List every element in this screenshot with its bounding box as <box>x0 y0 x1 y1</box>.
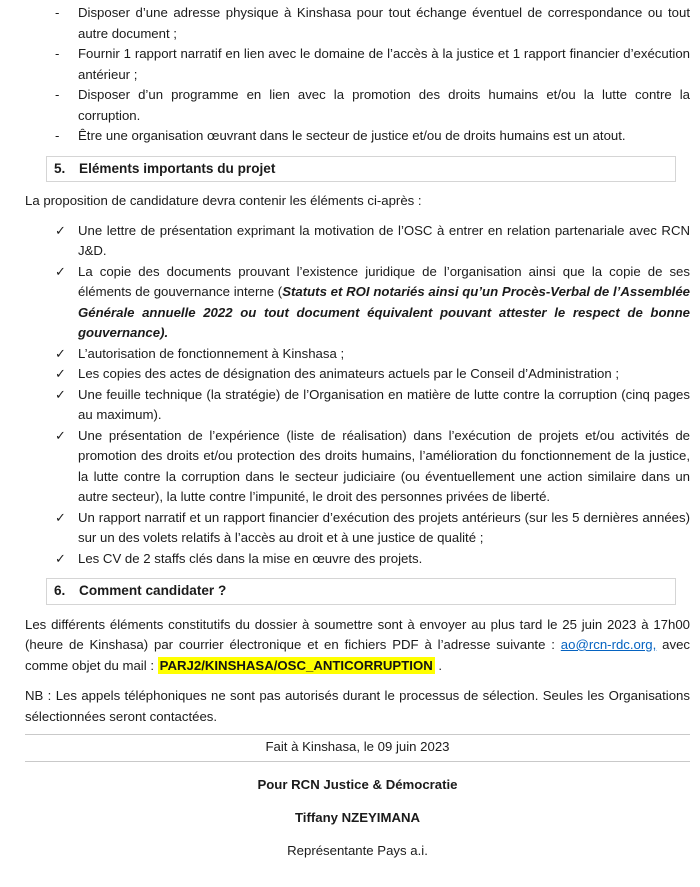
check-icon: ✓ <box>55 345 67 361</box>
check-icon: ✓ <box>55 427 67 443</box>
section-number: 6. <box>54 583 66 598</box>
submission-text: Les différents éléments constitutifs du dossier à soumettre sont à envoyer au plus tard le 25 juin 2023 à 17h00 (heure de Kinshasa) par courrier électronique et en fichiers PDF à l’adresse suivante : <box>25 616 690 652</box>
nb-paragraph: NB : Les appels téléphoniques ne sont pas autorisés durant le processus de sélection. Seules les Organisations sélectionnées seront contactées. <box>25 688 690 724</box>
checklist-item-text: Une feuille technique (la stratégie) de l’Organisation en matière de lutte contre la corruption (cinq pages au maximum). <box>78 386 690 422</box>
dash-bullet-icon: - <box>55 5 60 20</box>
dash-bullet-icon: - <box>55 46 60 61</box>
bullet-item <box>25 126 690 147</box>
checklist-item-text: Les copies des actes de désignation des animateurs actuels par le Conseil d’Administration ; <box>78 366 619 381</box>
signature-name-line: Tiffany NZEYIMANA <box>294 810 421 825</box>
section-5-lead: La proposition de candidature devra contenir les éléments ci-après : <box>25 193 422 208</box>
check-icon: ✓ <box>55 222 67 238</box>
submission-text: avec comme objet du mail : <box>25 637 690 673</box>
checklist <box>25 221 690 570</box>
checklist-item-text-plain: La copie des documents prouvant l’existence juridique de l’organisation ainsi que la copie de ses éléments de gouvernance interne ( <box>78 263 690 299</box>
signature-date-line: Fait à Kinshasa, le 09 juin 2023 <box>25 734 690 762</box>
dash-bullet-icon: - <box>55 87 60 102</box>
checklist-item-text: Un rapport narratif et un rapport financier d’exécution des projets antérieurs (sur les 5 dernières années) sur un des volets relatifs à l’accès au droit et à une justice de qualité ; <box>78 509 690 545</box>
signature-org-line: Pour RCN Justice & Démocratie <box>257 776 458 792</box>
section-title: Eléments importants du projet <box>79 160 276 176</box>
submission-paragraph <box>25 615 690 677</box>
checklist-item <box>25 221 690 262</box>
checklist-item-text <box>78 262 690 344</box>
checklist-item <box>25 364 690 385</box>
section-title: Comment candidater ? <box>79 583 227 598</box>
check-icon: ✓ <box>55 509 67 525</box>
check-icon: ✓ <box>55 263 67 279</box>
checklist-item <box>25 262 690 344</box>
checklist-item-text-emphasis: Statuts et ROI notariés ainsi qu’un Procès-Verbal de l’Assemblée Générale annuelle 2022 ou tout document équivalent pouvant attester le respect de bonne gouvernance). <box>78 284 690 340</box>
bullet-item <box>25 3 690 44</box>
mail-subject-highlight: PARJ2/KINSHASA/OSC_ANTICORRUPTION <box>159 657 433 673</box>
checklist-item <box>25 344 690 365</box>
section-number: 5. <box>54 160 66 176</box>
checklist-item <box>25 508 690 549</box>
email-link[interactable]: ao@rcn-rdc.org, <box>560 637 657 652</box>
dash-bullet-icon: - <box>55 128 60 143</box>
bullet-item-text: Être une organisation œuvrant dans le secteur de justice et/ou de droits humains est un atout. <box>78 128 626 143</box>
bullet-item-text: Disposer d’une adresse physique à Kinshasa pour tout échange éventuel de correspondance ou tout autre document ; <box>78 5 690 41</box>
intro-bullet-list <box>25 3 690 147</box>
check-icon: ✓ <box>55 366 67 381</box>
checklist-item <box>25 426 690 508</box>
check-icon: ✓ <box>55 386 67 402</box>
section-6-heading <box>46 578 676 605</box>
section-5-heading <box>46 156 676 183</box>
signature-title-line: Représentante Pays a.i. <box>287 842 428 858</box>
bullet-item <box>25 44 690 85</box>
checklist-item-text: Une présentation de l’expérience (liste de réalisation) dans l’exécution de projets et/ou activités de promotion des droits et/ou protection des droits humains, l’amélioration du fonctionnement de la justice, la lutte contre la corruption dans le secteur judiciaire (ou éventuellement une action similaire dans un autre secteur), la lutte contre l’impunité, le droit des personnes privées de liberté. <box>78 427 690 504</box>
checklist-item-text: Les CV de 2 staffs clés dans la mise en œuvre des projets. <box>78 550 423 566</box>
bullet-item-text: Disposer d’un programme en lien avec la promotion des droits humains et/ou la lutte contre la corruption. <box>78 87 690 123</box>
checklist-item-text: L’autorisation de fonctionnement à Kinshasa ; <box>78 345 345 361</box>
checklist-item <box>25 385 690 426</box>
bullet-item <box>25 85 690 126</box>
bullet-item-text: Fournir 1 rapport narratif en lien avec le domaine de l’accès à la justice et 1 rapport financier d’exécution antérieur ; <box>78 46 690 82</box>
check-icon: ✓ <box>55 550 67 566</box>
checklist-item <box>25 549 690 570</box>
checklist-item-text: Une lettre de présentation exprimant la motivation de l’OSC à entrer en relation partenariale avec RCN J&D. <box>78 222 690 258</box>
submission-text: . <box>434 657 443 673</box>
